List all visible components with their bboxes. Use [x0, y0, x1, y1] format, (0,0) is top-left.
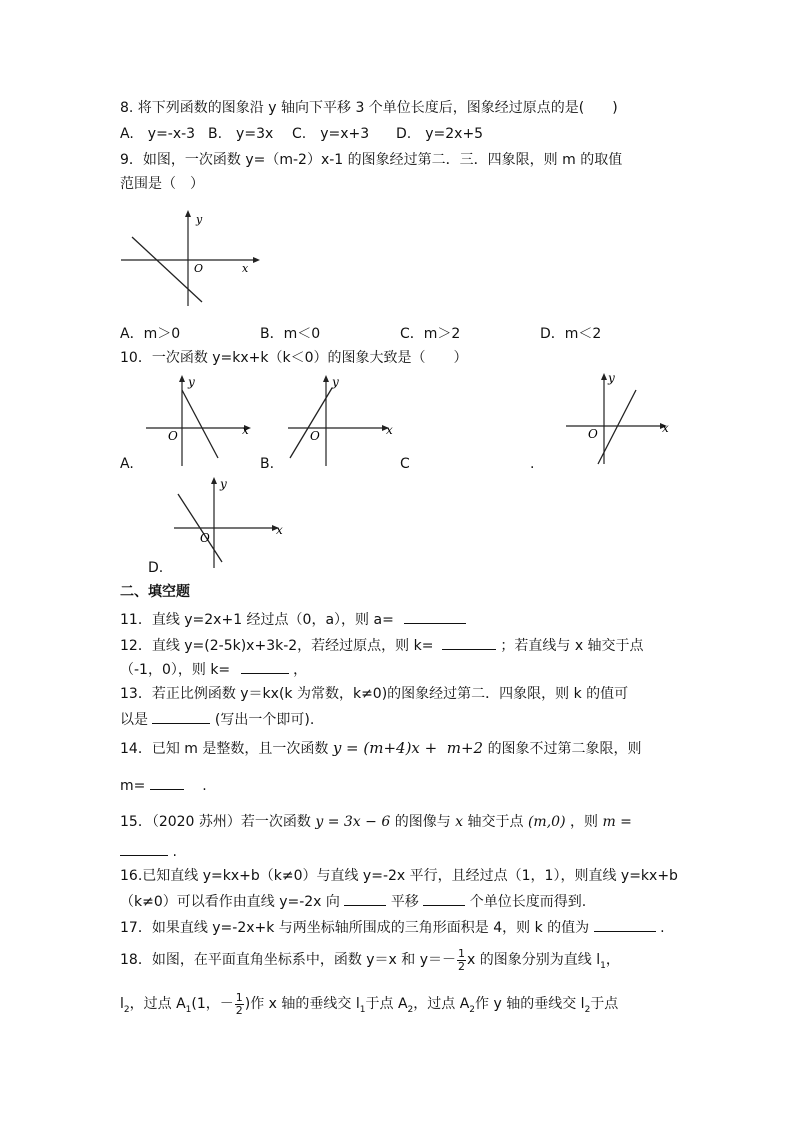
q11-text: 11．直线 y=2x+1 经过点（0，a），则 a=: [120, 612, 394, 628]
q16-text-3: 个单位长度而得到.: [469, 894, 587, 910]
q10-option-b: B.: [260, 456, 275, 472]
q14-blank[interactable]: [150, 774, 184, 790]
q17: [120, 916, 665, 938]
q15-end: .: [172, 844, 177, 860]
q16-blank-2[interactable]: [423, 890, 465, 906]
q13-line2: [120, 708, 314, 730]
q18-line1: 18．如图，在平面直角坐标系中，函数 y＝x 和 y＝－ $\frac{1}{2}$ x 的图象分别为直线 $l_1$，: [120, 946, 620, 973]
q8-stem: 8. 将下列函数的图象沿 y 轴向下平移 3 个单位长度后，图象经过原点的是( ): [120, 100, 618, 116]
q14-formula: y = (m+4)x + m+2: [332, 739, 484, 757]
q9-option-b: B．m＜0: [260, 326, 321, 342]
q10-figure-b: [282, 372, 402, 470]
q18-fraction-half-2: $\frac{1}{2}$: [235, 990, 243, 1017]
q16-blank-1[interactable]: [344, 890, 386, 906]
q10a-x-label: x: [242, 423, 249, 437]
q9-stem-line2: 范围是（ ）: [120, 176, 204, 192]
q12-text-2: ；若直线与 x 轴交于点: [500, 638, 644, 654]
q16-line1: 16.已知直线 y=kx+b（k≠0）与直线 y=-2x 平行，且经过点（1，1），则直线 y=kx+b: [120, 868, 678, 884]
q16-text-1: （k≠0）可以看作由直线 y=-2x 向: [120, 894, 340, 910]
q17-blank[interactable]: [594, 916, 656, 932]
q15-text-3: 轴交于点: [467, 814, 524, 830]
q17-text-1: 17．如果直线 y=-2x+k 与两坐标轴所围成的三角形面积是 4，则 k 的值为: [120, 920, 590, 936]
q10d-origin-label: O: [200, 531, 210, 545]
q9-x-label: x: [242, 262, 249, 275]
q13-line1: 13．若正比例函数 y＝kx(k 为常数，k≠0)的图象经过第二．四象限，则 k 的值可: [120, 686, 629, 702]
q15-text-2: 的图像与: [394, 814, 451, 830]
q9-y-arrow: [185, 210, 191, 217]
q10-figure-d: [168, 474, 293, 570]
q13-blank[interactable]: [152, 708, 210, 724]
q12-blank-2[interactable]: [241, 658, 289, 674]
q18-text-1: 18．如图，在平面直角坐标系中，函数 y＝x 和 y＝－: [120, 952, 457, 968]
q9-option-c: C．m＞2: [400, 326, 461, 342]
q10d-y-label: y: [220, 477, 227, 491]
q12-text-4: ，: [293, 662, 308, 678]
q14-text-3: m=: [120, 778, 146, 794]
q14-line2: [120, 774, 207, 796]
q14-line1: [120, 738, 642, 759]
q18-text-2: x 的图象分别为直线 l: [467, 952, 601, 968]
q16-text-2: 平移: [390, 894, 419, 910]
q13-text-2: (写出一个即可).: [214, 712, 315, 728]
q14-text-1: 14．已知 m 是整数，且一次函数: [120, 741, 329, 757]
q10-figure-a: [140, 372, 260, 470]
q13-text-1: 以是: [120, 712, 148, 728]
q8-option-d: D. y=2x+5: [396, 126, 484, 142]
q15-x-var: x: [455, 814, 464, 830]
q10a-origin-label: O: [168, 429, 178, 443]
q10c-origin-label: O: [588, 427, 598, 441]
q10a-graph-line: [182, 390, 218, 458]
q15-text-1: 15．（2020 苏州）若一次函数: [120, 814, 311, 830]
q10-stem: 10．一次函数 y=kx+k（k＜0）的图象大致是（ ）: [120, 350, 468, 366]
q11-blank[interactable]: [404, 608, 466, 624]
q9-origin-label: O: [194, 262, 204, 275]
q14-text-2: 的图象不过第二象限，则: [487, 741, 642, 757]
q9-option-a: A．m＞0: [120, 326, 181, 342]
q10b-x-label: x: [386, 423, 393, 437]
q10-option-d: D.: [148, 560, 164, 576]
q11: [120, 608, 466, 630]
q10-option-c-dot: .: [530, 456, 535, 472]
q9-option-d: D．m＜2: [540, 326, 602, 342]
q12-line1: [120, 634, 644, 656]
q8-option-b: B. y=3x: [208, 126, 274, 142]
q15-text-4: ，则: [569, 814, 598, 830]
q9-figure: [118, 208, 263, 308]
q17-text-2: .: [660, 920, 665, 936]
q10d-x-label: x: [276, 523, 283, 537]
q9-graph-line: [132, 237, 202, 302]
q18-fraction-half: $\frac{1}{2}$: [458, 946, 466, 973]
q16-line2: [120, 890, 586, 912]
q15-line1: [120, 812, 632, 832]
q12-text-1: 12．直线 y=(2-5k)x+3k-2，若经过原点，则 k=: [120, 638, 434, 654]
q9-x-arrow: [253, 257, 260, 263]
q10b-y-label: y: [332, 375, 339, 389]
q10-option-c: C: [400, 456, 410, 472]
section-title: 二、填空题: [120, 584, 190, 600]
q9-stem-line1: 9．如图，一次函数 y=（m-2）x-1 的图象经过第二．三．四象限，则 m 的取值: [120, 152, 623, 168]
q10c-x-label: x: [662, 421, 669, 435]
q8-option-a: A. y=-x-3: [120, 126, 196, 142]
q12-line2: [120, 658, 307, 680]
q18-line2: $l_2$，过点 $A_1(1$，－ $\frac{1}{2}$ )作 x 轴的垂线交 $l_1$于点 $A_2$，过点 $A_2$作 y 轴的垂线交 $l_2$于点: [120, 990, 619, 1017]
q10-figure-c: [562, 368, 682, 468]
q15-line2: [120, 840, 177, 862]
q8-option-c: C. y=x+3: [292, 126, 370, 142]
q12-blank-1[interactable]: [442, 634, 496, 650]
q10b-origin-label: O: [310, 429, 320, 443]
q15-point: (m,0): [527, 814, 566, 830]
q10a-y-label: y: [188, 375, 195, 389]
q15-formula: y = 3x − 6: [315, 814, 391, 830]
q14-text-4: .: [188, 778, 207, 794]
q9-y-label: y: [196, 213, 203, 226]
q15-m-var: m =: [602, 814, 632, 830]
q12-text-3: （-1，0），则 k=: [120, 662, 231, 678]
q10c-y-label: y: [608, 371, 615, 385]
q15-blank[interactable]: [120, 840, 168, 856]
q10-option-a: A.: [120, 456, 134, 472]
